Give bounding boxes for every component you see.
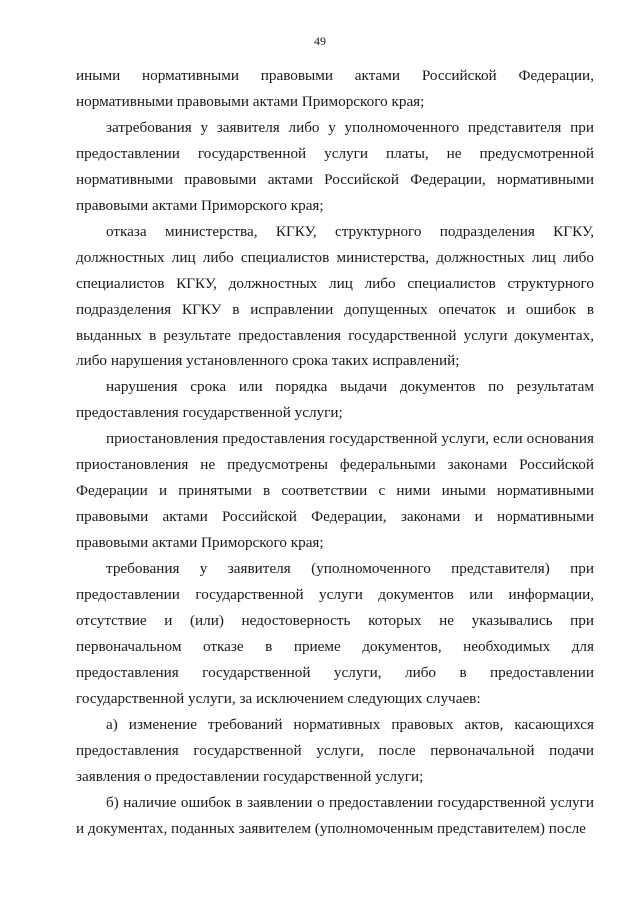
- paragraph-1: иными нормативными правовыми актами Российской Федерации, нормативными правовыми актами Приморского края;: [76, 67, 594, 110]
- paragraph-5: приостановления предоставления государственной услуги, если основания приостановления не предусмотрены федеральными законами Российской Федерации и принятыми в соответствии с ними иными нормативными правовыми актами Российской Федерации, законами и нормативными правовыми актами Приморского края;: [76, 430, 594, 552]
- document-body: [76, 63, 594, 842]
- paragraph-2: затребования у заявителя либо у уполномоченного представителя при предоставлении государственной услуги платы, не предусмотренной нормативными правовыми актами Российской Федерации, нормативными правовыми актами Приморского края;: [76, 118, 594, 214]
- page-number: 49: [314, 34, 326, 48]
- paragraph-6: требования у заявителя (уполномоченного представителя) при предоставлении государственной услуги документов или информации, отсутствие и (или) недостоверность которых не указывались при первоначальном отказе в приеме документов, необходимых для предоставления государственной услуги, либо в предоставлении государственной услуги, за исключением следующих случаев:: [76, 560, 594, 707]
- paragraph-8: б) наличие ошибок в заявлении о предоставлении государственной услуги и документах, поданных заявителем (уполномоченным представителем) после: [76, 793, 594, 837]
- paragraph-3: отказа министерства, КГКУ, структурного подразделения КГКУ, должностных лиц либо специалистов министерства, должностных лиц либо специалистов КГКУ, должностных лиц либо специалистов структурного подразделения КГКУ в исправлении допущенных опечаток и ошибок в выданных в результате предоставления государственной услуги документах, либо нарушения установленного срока таких исправлений;: [76, 222, 594, 370]
- paragraph-4: нарушения срока или порядка выдачи документов по результатам предоставления государственной услуги;: [76, 378, 594, 422]
- paragraph-7: а) изменение требований нормативных правовых актов, касающихся предоставления государственной услуги, после первоначальной подачи заявления о предоставлении государственной услуги;: [76, 715, 594, 785]
